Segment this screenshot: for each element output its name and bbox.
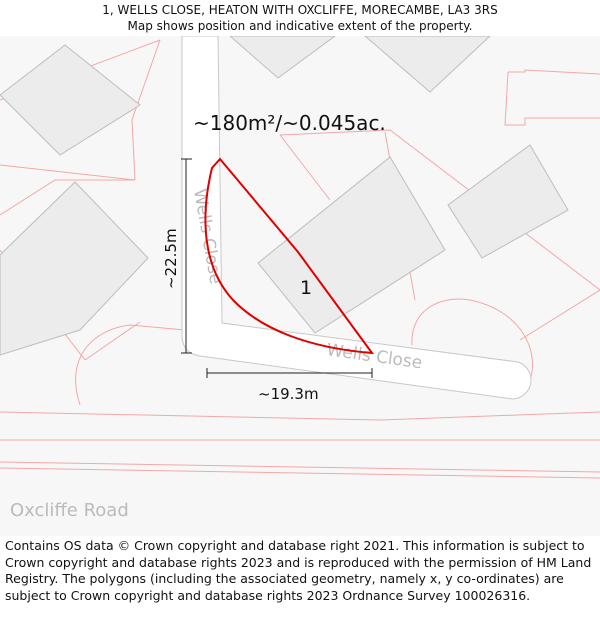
area-label: ~180m²/~0.045ac. <box>193 111 386 135</box>
map-header <box>0 0 600 36</box>
copyright-attribution: Contains OS data © Crown copyright and database right 2021. This information is subject to Crown copyright and database rights 2023 and is reproduced with the permission of HM Land Registry. The polygons (including the associated geometry, namely x, y co-ordinates) are subject to Crown copyright and database rights 2023 Ordnance Survey 100026316. <box>5 538 592 603</box>
vertical-dimension-label: ~22.5m <box>162 228 180 289</box>
street-label-oxcliffe-road: Oxcliffe Road <box>10 500 129 521</box>
plot-number-label: 1 <box>300 277 313 299</box>
property-address-title: 1, WELLS CLOSE, HEATON WITH OXCLIFFE, MORECAMBE, LA3 3RS <box>102 3 498 17</box>
street-label-wells-close-vertical: Wells Close <box>189 187 226 286</box>
street-label-wells-close-horizontal: Wells Close <box>325 340 424 374</box>
horizontal-dimension-label: ~19.3m <box>258 385 319 403</box>
map-subtitle: Map shows position and indicative extent of the property. <box>127 19 473 33</box>
property-map <box>0 36 600 536</box>
